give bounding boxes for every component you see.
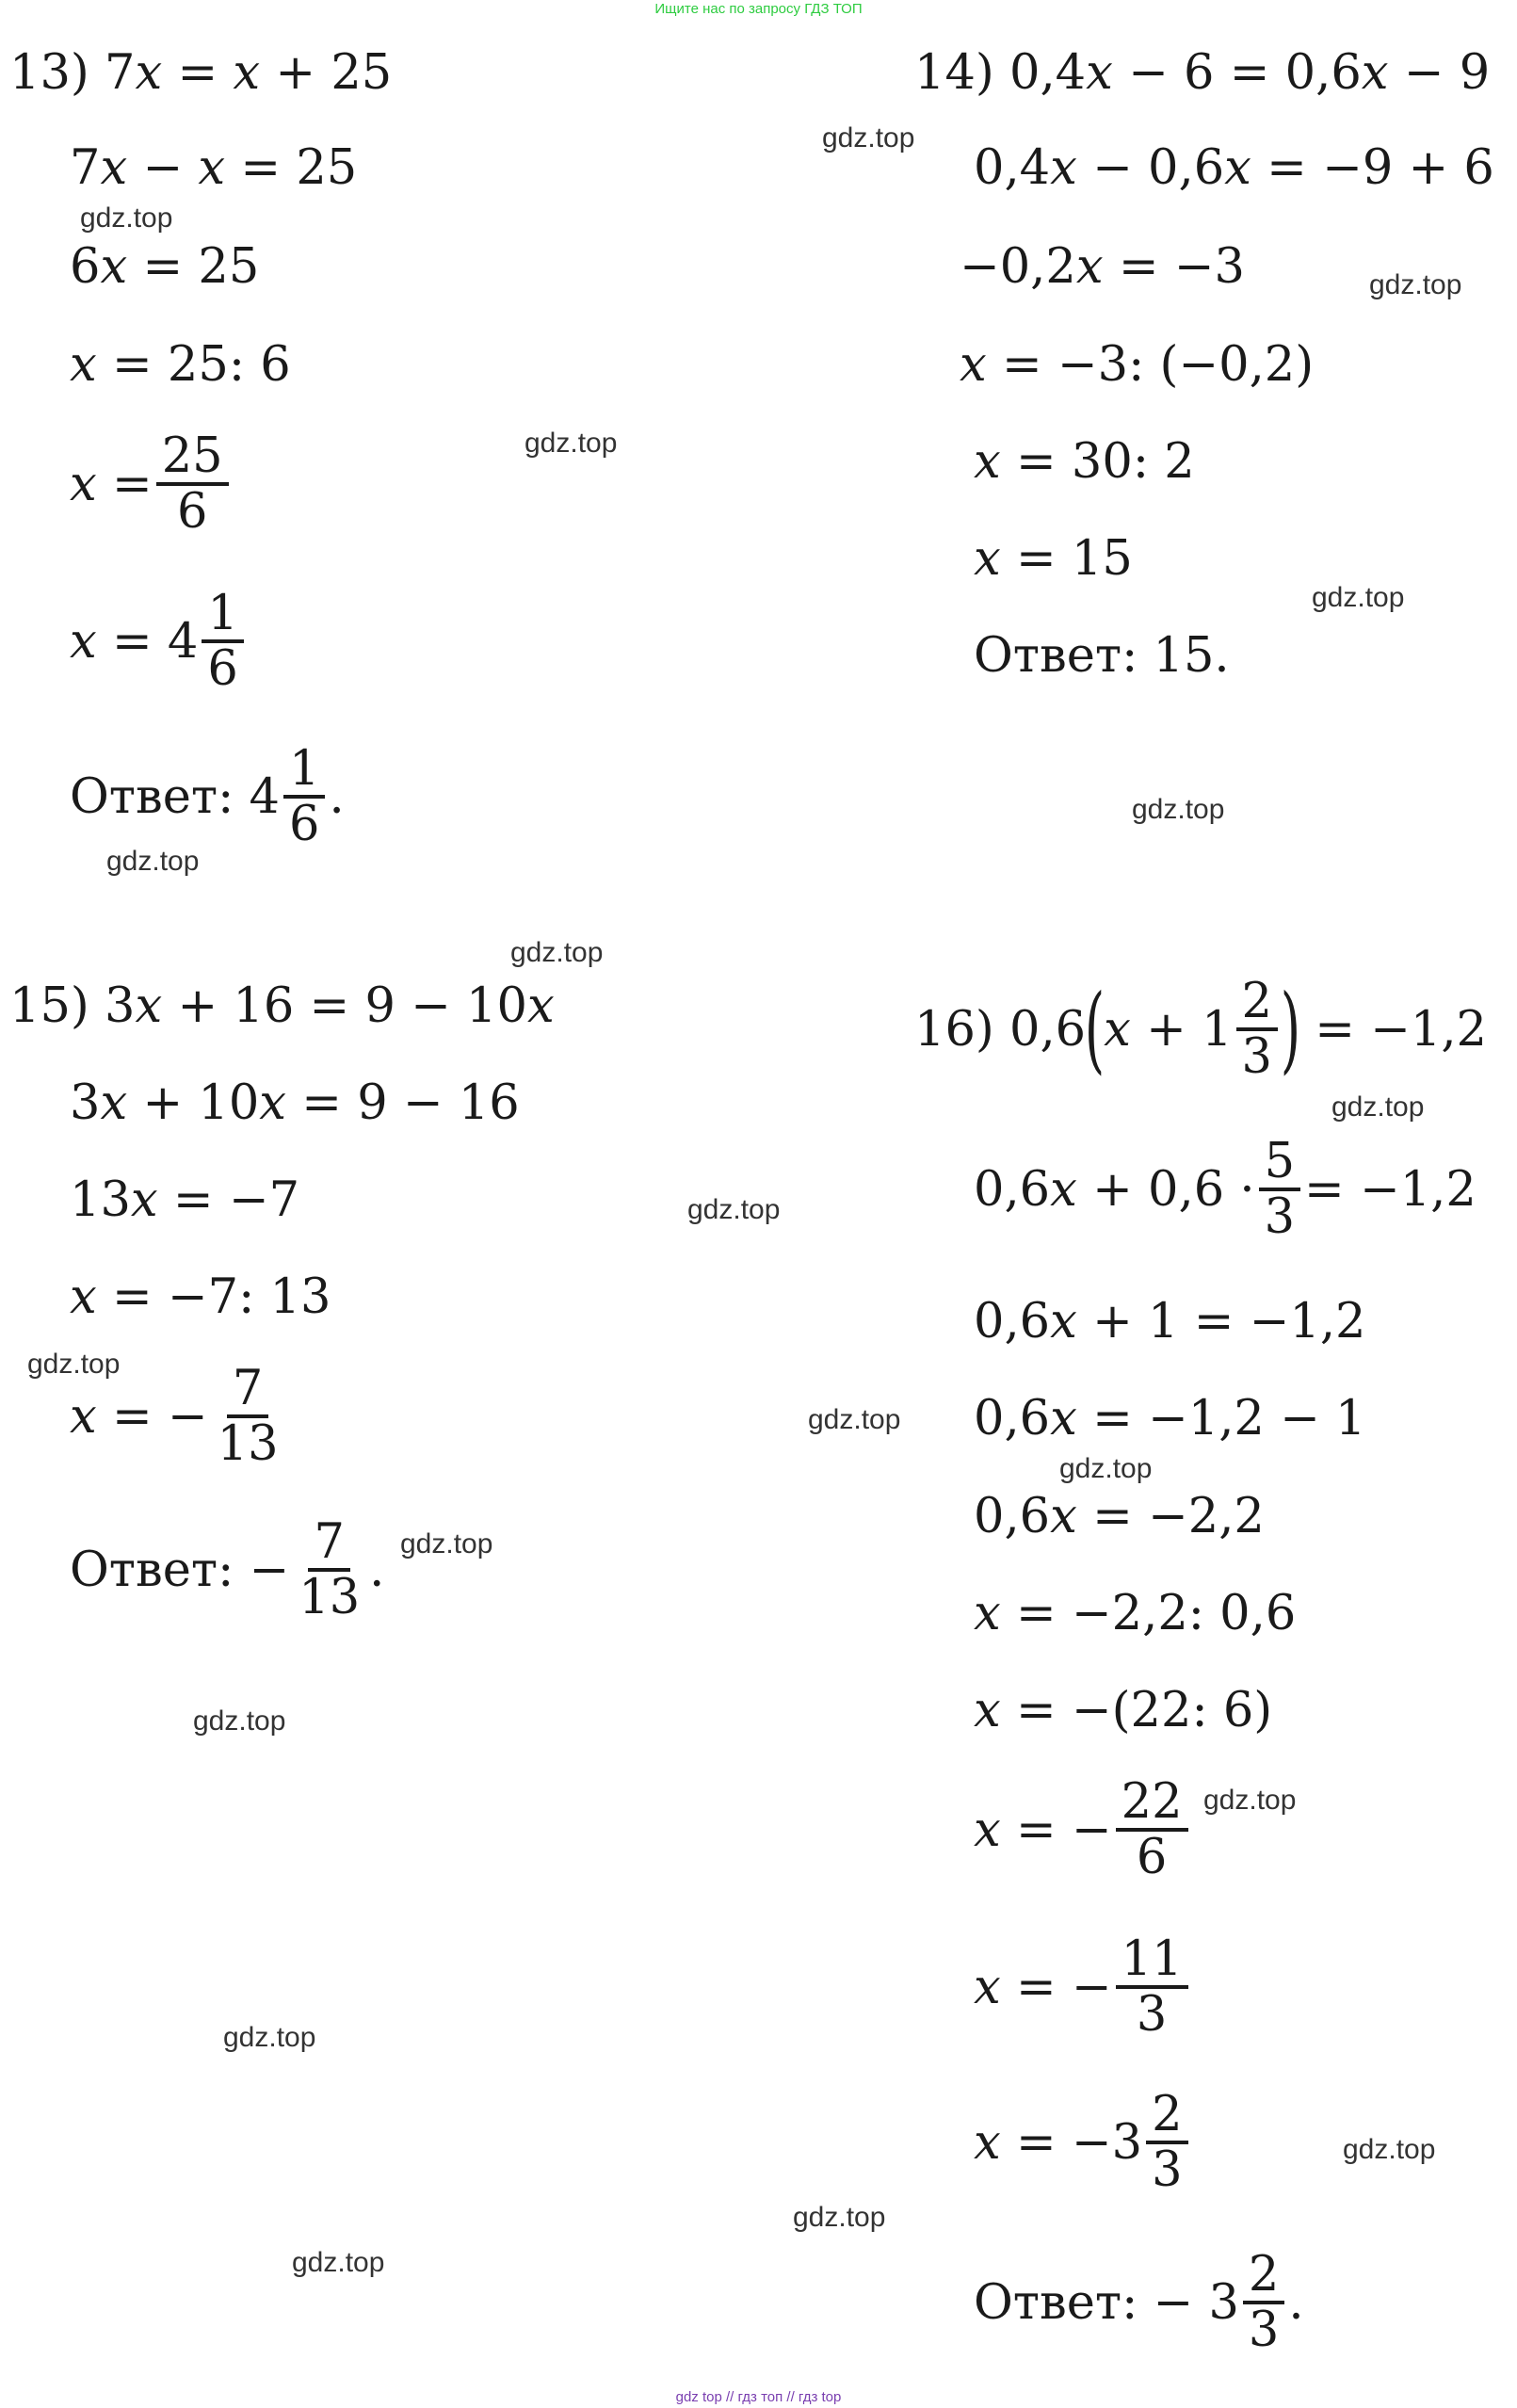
equation-line: 0,6 x + 0,6 · $\frac{5}{3}$ = −1,2 — [974, 1134, 1477, 1246]
fraction: 1 6 — [283, 743, 325, 850]
equation-line: 0,6 x = −1,2 − 1 — [974, 1391, 1366, 1446]
watermark: gdz.top — [223, 2022, 316, 2053]
equation-line: x = −3 2 3 — [974, 2089, 1192, 2196]
equation-line: x = −2,2: 0,6 — [974, 1586, 1297, 1641]
answer-line: Ответ: 15. — [974, 628, 1230, 684]
watermark: gdz.top — [510, 937, 604, 968]
equation-line: x = 30: 2 — [974, 434, 1195, 490]
fraction: $\frac{22}{6}$ — [1116, 1776, 1188, 1883]
equation-line: 14) 0,4 x − 6 = 0,6 x − 9 — [914, 45, 1491, 101]
watermark: gdz.top — [1203, 1785, 1297, 1816]
watermark: gdz.top — [687, 1194, 781, 1225]
equation-line: 3 x + 10 x = 9 − 16 — [70, 1075, 520, 1131]
equation-line: x = − $\frac{11}{3}$ — [974, 1933, 1192, 2041]
watermark: gdz.top — [106, 846, 200, 877]
equation-line: x = − $\frac{7}{13}$ — [70, 1363, 288, 1470]
equation-line: 0,6 x = −2,2 — [974, 1489, 1265, 1544]
watermark: gdz.top — [1369, 269, 1462, 300]
watermark: gdz.top — [793, 2202, 886, 2233]
equation-line: x = 4 1 6 — [70, 588, 248, 695]
watermark: gdz.top — [80, 202, 173, 234]
watermark: gdz.top — [1343, 2134, 1436, 2165]
equation-line: −0,2 x = −3 — [960, 239, 1245, 295]
watermark: gdz.top — [400, 1528, 493, 1560]
equation-line: x = −3: (−0,2) — [960, 337, 1315, 393]
fraction: $\frac{7}{13}$ — [299, 1514, 361, 1626]
equation-line: x = −7: 13 — [70, 1269, 331, 1325]
fraction: 2 3 — [1236, 976, 1278, 1083]
answer-line: Ответ: − $\frac{7}{13}$ . — [70, 1514, 385, 1626]
answer-line: Ответ: − 3 2 3 . — [974, 2247, 1304, 2359]
equation-line: 13 x = −7 — [70, 1172, 300, 1228]
equation-line: x = 15 — [974, 531, 1133, 587]
fraction: $\frac{7}{13}$ — [217, 1361, 279, 1473]
footer-links[interactable]: gdz top // гдз топ // гдз top — [675, 2389, 842, 2405]
watermark: gdz.top — [524, 428, 618, 459]
equation-line: 16) 0,6 ( x + 1 2 3 ) = −1,2 — [914, 974, 1488, 1086]
equation-line: 7 x − x = 25 — [70, 140, 358, 196]
watermark: gdz.top — [1059, 1453, 1153, 1484]
equation-line: x = $\frac{25}{6}$ — [70, 430, 233, 538]
watermark: gdz.top — [1312, 582, 1405, 613]
equation-line: 6 x = 25 — [70, 239, 260, 295]
equation-line: 0,6 x + 1 = −1,2 — [974, 1294, 1366, 1349]
equation-line: 0,4 x − 0,6 x = −9 + 6 — [974, 140, 1494, 196]
watermark: gdz.top — [292, 2247, 385, 2278]
equation-line: x = −(22: 6) — [974, 1683, 1273, 1738]
equation-line: x = 25: 6 — [70, 337, 291, 393]
watermark: gdz.top — [808, 1404, 901, 1435]
equation-line: 15) 3 x + 16 = 9 − 10 x — [9, 978, 555, 1034]
equation-line: x = − $\frac{22}{6}$ — [974, 1776, 1192, 1883]
fraction: $\frac{5}{3}$ — [1259, 1136, 1300, 1243]
fraction: 2 3 — [1146, 2089, 1187, 2196]
watermark: gdz.top — [1331, 1091, 1425, 1123]
fraction: 2 3 — [1243, 2249, 1284, 2356]
equation-line: 13) 7 x = x + 25 — [9, 45, 393, 101]
watermark: gdz.top — [1132, 794, 1225, 825]
watermark: gdz.top — [193, 1705, 286, 1737]
watermark: gdz.top — [27, 1349, 121, 1380]
fraction: 1 6 — [202, 588, 243, 695]
fraction: $\frac{11}{3}$ — [1116, 1933, 1188, 2041]
answer-line: Ответ: 4 1 6 . — [70, 741, 345, 853]
watermark: gdz.top — [822, 122, 915, 154]
fraction: $\frac{25}{6}$ — [156, 430, 229, 538]
search-banner[interactable]: Ищите нас по запросу ГДЗ ТОП — [654, 1, 863, 17]
